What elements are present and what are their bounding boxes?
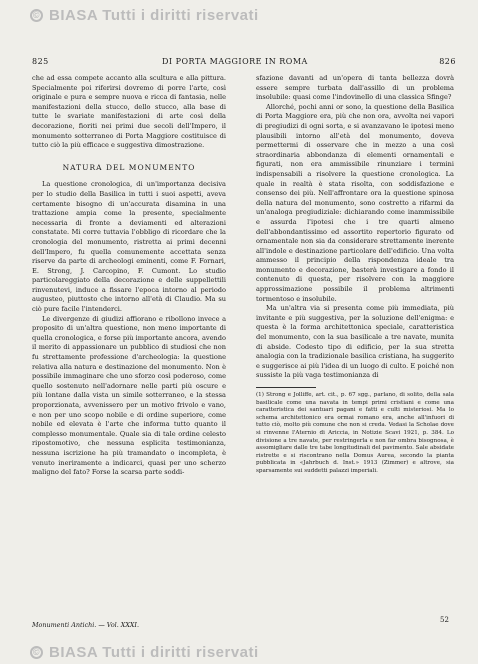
footer-signature-number: 52	[440, 616, 449, 624]
section-title: NATURA DEL MONUMENTO	[62, 162, 196, 172]
left-column	[32, 74, 226, 478]
right-paragraph-1: Allorché, pochi anni or sono, la questione della Basilica di Porta Maggiore era, più che non ora, avvolta nei vapori di pregiudizi di ogni sorta, e si avanzavano le ipotesi meno plausibili intorno all'età del monumento, doveva permettermi di osservare che in mezzo a una così straordinaria abbondanza di elementi ornamentali e figurati, non era ammissibile rinunziare i termini indispensabili a risolvere la questione cronologica. La quale in realtà è stata risolta, con soddisfazione e consenso dei più. Nell'affrontare ora la questione spinosa della natura del monumento, sono costretto a rifarmi da un'analoga pregiudiziale: dichiarando come inammissibile e assurda l'ipotesi che i tre quarti almeno dell'abbondantissimo ed assortito repertorio figurato od ornamentale non sia da considerare strettamente inerente all'indole e destinazione particolare dell'edificio. Una volta ammesso il principio della rispondenza ideale tra monumento e decorazione, basterà investigare a fondo il contenuto di questa, per risolvere con la maggiore approssimazione possibile il problema altrimenti tormentoso e insolubile.	[256, 102, 454, 303]
right-column	[256, 74, 454, 476]
running-head	[32, 57, 456, 69]
page-number-right: 826	[439, 57, 456, 66]
page-number-left: 825	[32, 57, 49, 66]
left-paragraph-2: Le divergenze di giudizi affiorano e ribollono invece a proposito di un'altra questione, non meno importante di quella cronologica, e forse più importante ancora, avendo il merito di appassionare un pubblico di studiosi che non fu strettamente professione d'archeologia: la questione relativa alla natura e destinazione del monumento. Non è possibile immaginare che uno sforzo così poderoso, come quello sostenuto nell'adornare nelle parti più oscure e più lontane dalla vista un simile sotterraneo, e la stessa proporzionata, avvenissero per un motivo frivolo e vano, e non per uno scopo nobile e di ordine superiore, come nobile ed elevata è l'arte che informa tutto quanto il complesso monumentale. Quale sia di tale ordine celesto ripostomotivo, che nessuna esplicita testimonianza, nessuna iscrizione ha più tramandato o incompleta, è venuto ineriramente a indicarci, quasi per uno scherzo maligno del fato? Forse la scarsa parte soddi-	[32, 314, 226, 477]
watermark-bottom	[30, 643, 270, 661]
left-paragraph-1: La questione cronologica, di un'importanza decisiva per lo studio della Basilica in tutti i suoi aspetti, aveva certamente bisogno di un'accurata disamina in una trattazione ampia come la presente, specialmente necessaria di fronte a deviamenti ed alterazioni constatate. Mi corre tuttavia l'obbligo di ricordare che la cronologia del monumento, ristretta ai primi decenni dell'Impero, fu quella comunemente accettata senza riserve da parte di archeologi eminenti, come F. Fornari, E. Strong, J. Carcopino, F. Cumont. Lo studio particolareggiato della decorazione e delle suppellettili rinvenutevi, induce a fissare l'epoca intorno al periodo augusteo, piuttosto che intorno all'età di Claudio. Ma su ciò pure facile l'intenderci.	[32, 180, 226, 314]
running-title: DI PORTA MAGGIORE IN ROMA	[162, 57, 308, 66]
footer-journal-title: Monumenti Antichi. — Vol. XXXI.	[32, 621, 139, 629]
watermark-top-text: BIASA Tutti i diritti riservati	[49, 6, 259, 24]
copyright-icon: ©	[30, 646, 43, 659]
left-intro-paragraph: che ad essa compete accanto alla scultura e alla pittura. Specialmente poi riferirsi dovremo di porre l'arte, così originale e pura e sempre nuova e ricca di fantasia, nelle manifestazioni della stucco, dello stucco, alla base di tutte le svariate manifestazioni di arte così della decorazione, fioriti nei primi due secoli dell'Impero, il monumento sotterraneo di Porta Maggiore costituisce di tutto ciò la più efficace e suggestiva dimostrazione.	[32, 74, 226, 150]
copyright-icon: ©	[30, 9, 43, 22]
footnote: (1) Strong e Jolliffe, art. cit., p. 67 sgg., parlano, di solito, della sala basilicale come una navata in tempi primi cristiani e come una caratteristica dei santuari pagani e fatti e culti misteriosi. Ma lo schema architettonico era ormai romano era, anche all'infuori di tutto ciò, molto più comune che non si creda. Vedasi la Scholae dove si rinvenne l'Aternio di Ariccia, in Notizie Scavi 1921, p. 384. Lo divisione a tre navate, per restringerla e non far ombra bisognosa, è assomigliare dalle tre tabe longitudinali del pavimento. Sale absidate ristrette e si riscontrano nella Domus Aurea, secondo la pianta pubblicata in «Jahrbuch d. Inst.» 1913 (Zimmer) e altrove, sia sparsamente sui suddetti palazzi imperiali.	[256, 392, 454, 474]
footnote-divider	[256, 387, 316, 388]
right-intro-paragraph: sfazione davanti ad un'opera di tanta bellezza dovrà essere sempre turbata dall'assillo di un problema insolubile: quasi come l'indovinello di una classica Sfinge?	[256, 74, 454, 102]
watermark-top	[30, 6, 270, 24]
right-paragraph-2: Ma un'altra via si presenta come più immediata, più invitante e più suggestiva, per la soluzione dell'enigma: e questa è la forma architettonica speciale, caratteristica del monumento, con la sua basilicale a tre navate, munita di abside. Codesto tipo di edificio, per la sua stretta analogia con la tradizionale basilica cristiana, ha suggerito e suggerisce ai più l'idea di un luogo di culto. E poiché non sussiste la più vaga testimonianza di	[256, 304, 454, 380]
watermark-bottom-text: BIASA Tutti i diritti riservati	[49, 643, 259, 661]
